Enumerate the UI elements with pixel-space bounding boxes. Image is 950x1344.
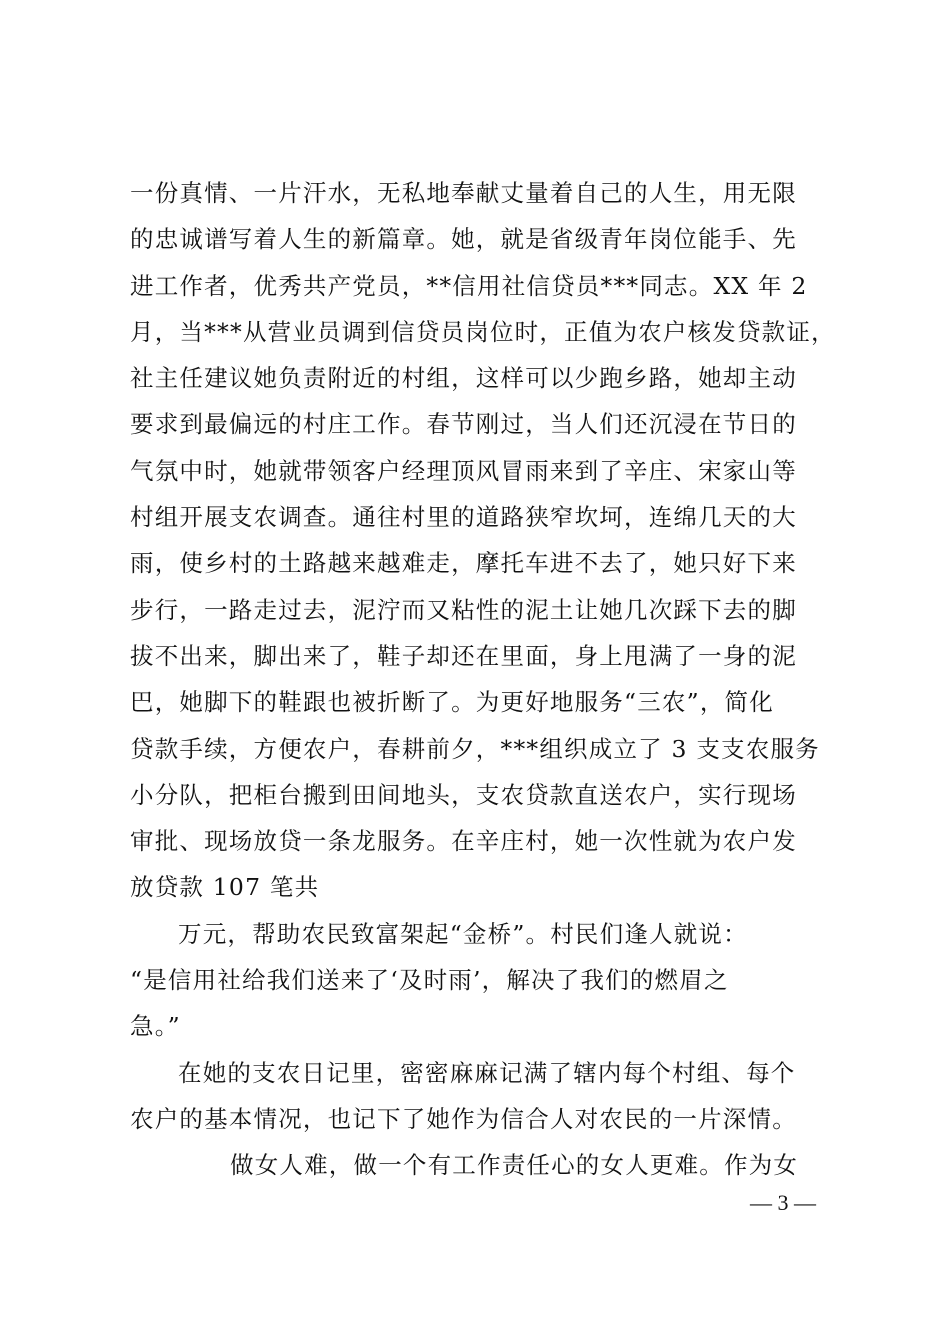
text-line: 拔不出来，脚出来了，鞋子却还在里面，身上甩满了一身的泥 bbox=[130, 641, 797, 670]
text-line: 气氛中时，她就带领客户经理顶风冒雨来到了辛庄、宋家山等 bbox=[130, 456, 797, 485]
text-line: 放贷款 107 笔共 bbox=[130, 873, 320, 902]
body-text bbox=[130, 170, 836, 1189]
text-line: 步行，一路走过去，泥泞而又粘性的泥土让她几次踩下去的脚 bbox=[130, 595, 797, 624]
text-line: 月，当***从营业员调到信贷员岗位时，正值为农户核发贷款证， bbox=[130, 317, 836, 346]
text-line: “是信用社给我们送来了‘及时雨’，解决了我们的燃眉之 bbox=[130, 966, 729, 995]
text-line: 万元，帮助农民致富架起“金桥”。村民们逢人就说： bbox=[178, 919, 748, 948]
text-line: 巴，她脚下的鞋跟也被折断了。为更好地服务“三农”，简化 bbox=[130, 688, 774, 717]
text-line: 要求到最偏远的村庄工作。春节刚过，当人们还沉浸在节日的 bbox=[130, 410, 797, 439]
text-line: 急。” bbox=[130, 1012, 181, 1041]
page-number: — 3 — bbox=[750, 1190, 816, 1215]
text-line: 贷款手续，方便农户，春耕前夕，***组织成立了 3 支支农服务 bbox=[130, 734, 820, 763]
text-line: 雨，使乡村的土路越来越难走，摩托车进不去了，她只好下来 bbox=[130, 549, 797, 578]
text-line: 一份真情、一片汗水，无私地奉献丈量着自己的人生，用无限 bbox=[130, 179, 797, 207]
text-line: 村组开展支农调查。通往村里的道路狭窄坎坷，连绵几天的大 bbox=[130, 503, 797, 532]
text-line: 小分队，把柜台搬到田间地头，支农贷款直送农户，实行现场 bbox=[130, 780, 797, 809]
text-line: 做女人难，做一个有工作责任心的女人更难。作为女 bbox=[230, 1151, 799, 1180]
text-line: 在她的支农日记里，密密麻麻记满了辖内每个村组、每个 bbox=[178, 1058, 796, 1087]
text-line: 的忠诚谱写着人生的新篇章。她，就是省级青年岗位能手、先 bbox=[130, 225, 797, 254]
text-line: 农户的基本情况，也记下了她作为信合人对农民的一片深情。 bbox=[130, 1104, 797, 1133]
text-line: 社主任建议她负责附近的村组，这样可以少跑乡路，她却主动 bbox=[130, 364, 797, 393]
text-line: 审批、现场放贷一条龙服务。在辛庄村，她一次性就为农户发 bbox=[130, 827, 797, 856]
text-line: 进工作者，优秀共产党员，**信用社信贷员***同志。XX 年 2 bbox=[130, 271, 808, 300]
